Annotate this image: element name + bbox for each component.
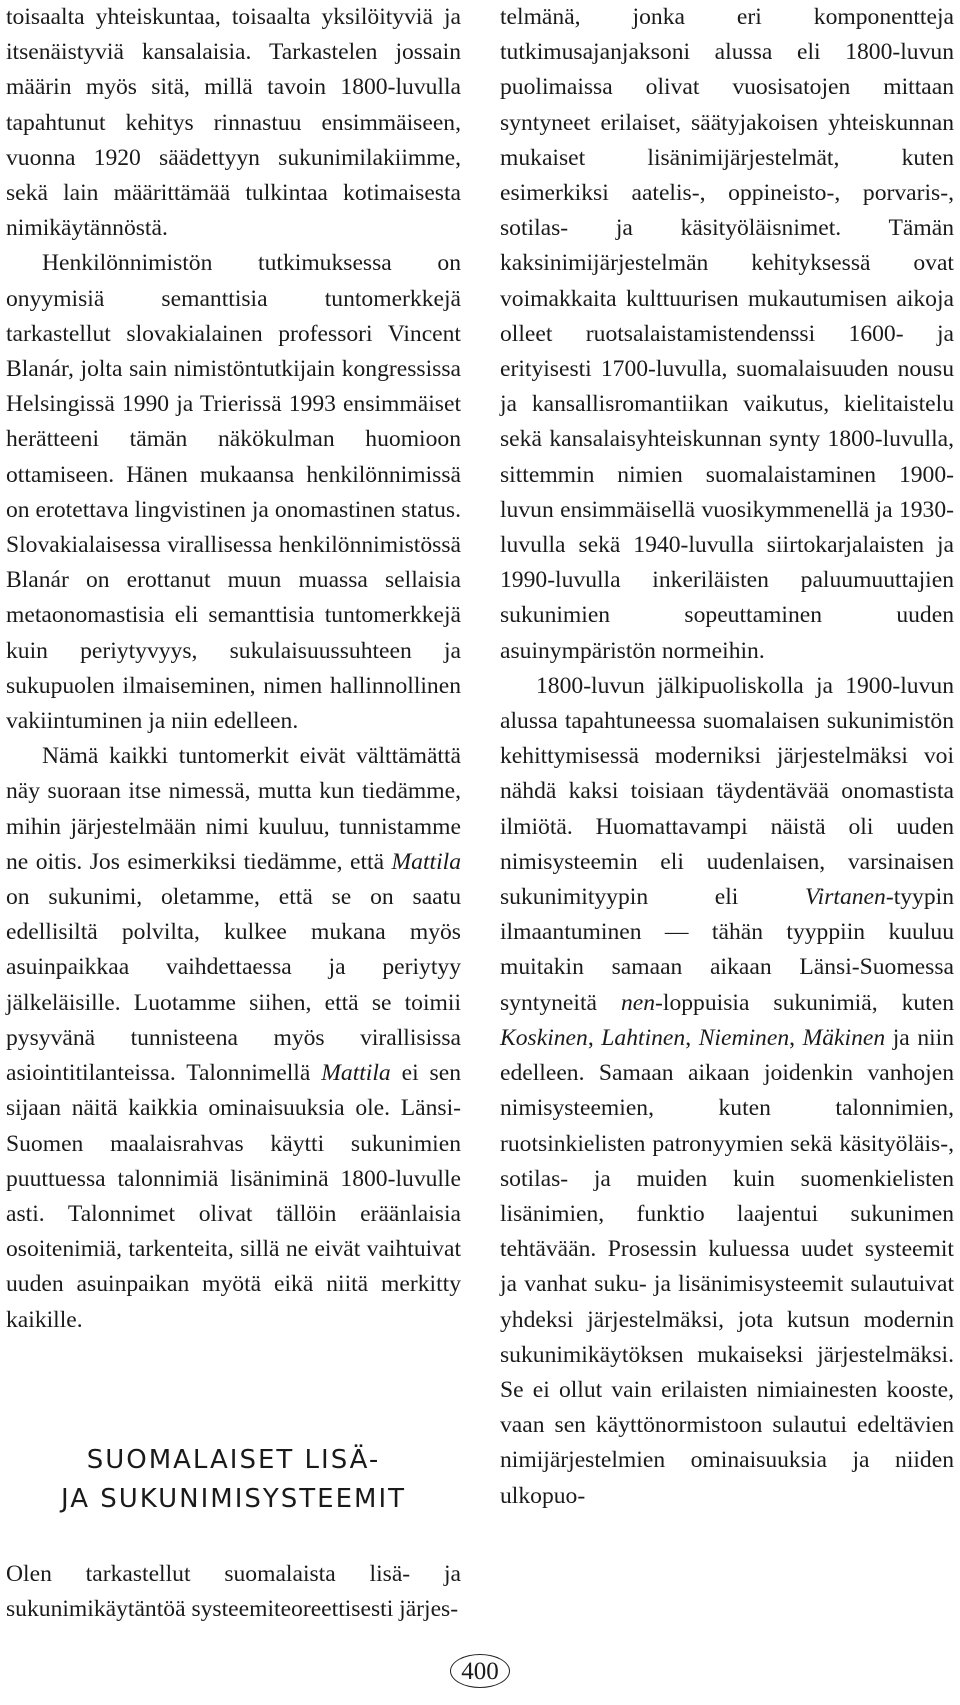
paragraph [500,669,954,1514]
text-run: , [587,1024,602,1051]
italic-term: nen [620,989,656,1016]
text-run: Nämä kaikki tuntomerkit eivät välttämättä näy suoraan itse nimessä, mutta kun tiedämme, mihin järjestelmään nimi kuuluu, tunnistamme ne oitis. Jos esimerkiksi tiedämme, että [6,743,461,875]
text-run: 1800-luvun jälkipuoliskolla ja 1900-luvun alussa tapahtuneessa suomalaisen sukunimistön kehittymisessä moderniksi järjestelmäksi voi nähdä kaksi toisiaan täydentävää onomastista ilmiötä. Huomattavampi näistä oli uuden nimisysteemin eli uudenlaisen, varsinaisen sukunimityypin eli [500,672,954,911]
italic-term: Koskinen [500,1024,588,1051]
heading-line: JA SUKUNIMISYSTEEMIT [60,1484,406,1514]
italic-term: Mäkinen [802,1024,886,1051]
text-run: , [789,1024,803,1051]
paragraph: toisaalta yhteiskuntaa, toisaalta yksilöityviä ja itsenäistyviä kansalaisia. Tarkastelen jossain määrin myös sitä, millä tavoin 1800-luvulla tapahtunut kehitys rinnastuu ensimmäiseen, vuonna 1920 säädettyyn sukunimilakiimme, sekä lain määrittämää tulkintaa kotimaisesta nimikäytännöstä. [6,4,461,242]
section-heading [6,1441,461,1519]
italic-term: Virtanen [805,884,886,911]
heading-line: SUOMALAISET LISÄ- [86,1445,381,1475]
italic-term: Mattila [391,848,461,875]
paragraph: telmänä, jonka eri komponentteja tutkimusajanjaksoni alussa eli 1800-luvun puolimaissa olivat vuosisatojen mittaan syntyneet erilaiset, säätyjakoisen yhteiskunnan mukaiset lisänimijärjestelmät, kuten esimerkiksi aatelis-, oppineisto-, porvaris-, sotilas- ja käsityöläisnimet. Tämän kaksinimijärjestelmän kehityksessä ovat voimakkaita kulttuurisen mukautumisen aikoja olleet ruotsalaistamistendenssi 1600- ja erityisesti 1700-luvulla, suomalaisuuden nousu ja kansallisromantiikan vaikutus, kielitaistelu sekä kansalaisyhteiskunnan synty 1800-luvulla, sittemmin nimien suomalaistaminen 1900-luvun ensimmäisellä vuosikymmenellä ja 1930-luvulla sekä 1940-luvulla siirtokarjalaisten ja 1990-luvulla inkeriläisten paluumuuttajien sukunimien sopeuttaminen uuden asuinympäristön normeihin. [500,4,954,664]
text-run: -tyypin ilmaantuminen — tähän tyyppiin kuuluu muitakin samaan aikaan Länsi-Suomessa syntyneitä [500,884,954,1016]
paragraph [6,739,461,1337]
paragraph: Henkilönnimistön tutkimuksessa on onyymisiä semanttisia tuntomerkkejä tarkastellut slovakialainen professori Vincent Blanár, jolta sain nimistöntutkijain kongressissa Helsingissä 1990 ja Trierissä 1993 ensimmäiset herätteeni tämän näkökulman huomioon ottamiseen. Hänen mukaansa henkilönnimissä on erotettava lingvistinen ja onomastinen status. Slovakialaisessa virallisessa henkilönnimistössä Blanár on erottanut muun muassa sellaisia metaonomastisia eli semanttisia tuntomerkkejä kuin periytyvyys, sukulaisuussuhteen ja sukupuolen ilmaiseminen, nimen hallinnollinen vakiintuminen ja niin edelleen. [6,250,461,735]
italic-term: Lahtinen [601,1024,686,1051]
paragraph: Olen tarkastellut suomalaista lisä- ja sukunimikäytäntöä systeemiteoreettisesti järjes- [6,1561,461,1623]
text-run: -loppuisia sukunimiä, kuten [655,989,954,1016]
italic-term: Nieminen [698,1024,790,1051]
page-number: 400 [450,1654,510,1688]
left-column-after-heading [6,1557,461,1627]
italic-term: Mattila [321,1060,391,1087]
text-run: on sukunimi, oletamme, että se on saatu edellisiltä polvilta, kulkee mukana myös asuinpaikkaa vaihdettaessa ja periytyy jälkeläisille. Luotamme siihen, että se toimii pysyvänä tunnisteena myös virallisissa asiointitilanteissa. Talonnimellä [6,884,461,1087]
text-run: , [685,1024,699,1051]
right-column [500,0,954,1514]
text-run: ja niin edelleen. Samaan aikaan joidenkin vanhojen nimisysteemien, kuten talonnimien, ruotsinkielisten patronyymien sekä käsityöläis-, sotilas- ja muiden kuin suomenkielisten lisänimien, funktio laajentui sukunimen tehtävään. Prosessin kuluessa uudet systeemit ja vanhat suku- ja lisänimisysteemit sulautuivat yhdeksi järjestelmäksi, jota kutsun modernin sukunimikäytöksen mukaiseksi järjestelmäksi. Se ei ollut vain erilaisten nimiainesten kooste, vaan sen käyttönormistoon sulautui edeltävien nimijärjestelmien ominaisuuksia ja niiden ulkopuo- [500,1024,955,1509]
left-column [6,0,461,1338]
text-run: ei sen sijaan näitä kaikkia ominaisuuksia ole. Länsi-Suomen maalaisrahvas käytti sukunimien puuttuessa talonnimiä lisäniminä 1800-luvulle asti. Talonnimet olivat tällöin eräänlaisia osoitenimiä, tarkenteita, sillä ne eivät vaihtuivat uuden asuinpaikan myötä eikä niitä merkitty kaikille. [6,1060,462,1333]
